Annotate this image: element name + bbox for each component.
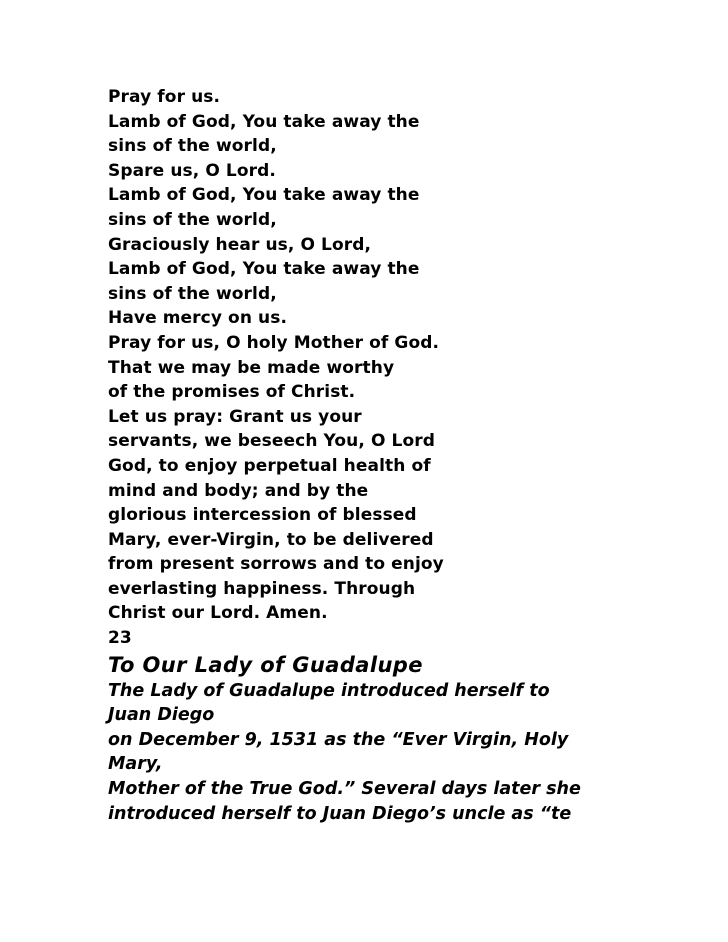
litany-line: Lamb of God, You take away the xyxy=(108,185,420,206)
litany-line: of the promises of Christ. xyxy=(108,382,356,403)
prayer-line: from present sorrows and to enjoy xyxy=(108,554,444,575)
intro-line: Mother of the True God.” Several days later she xyxy=(108,779,581,800)
litany-line: Pray for us, O holy Mother of God. xyxy=(108,332,440,353)
prayer-line: everlasting happiness. Through xyxy=(108,578,416,599)
prayer-line: Christ our Lord. Amen. xyxy=(108,603,328,624)
litany-line: Pray for us. xyxy=(108,87,221,107)
litany-line: sins of the world, xyxy=(108,136,277,157)
litany-line: sins of the world, xyxy=(108,283,277,304)
prayer-line: God, to enjoy perpetual health of xyxy=(108,455,431,476)
litany-line: That we may be made worthy xyxy=(108,357,395,378)
page-number: 23 xyxy=(108,628,132,649)
litany-line: Have mercy on us. xyxy=(108,308,288,329)
intro-line: Juan Diego xyxy=(108,705,215,726)
section-heading: To Our Lady of Guadalupe xyxy=(108,652,423,677)
litany-line: sins of the world, xyxy=(108,209,277,230)
intro-line: Mary, xyxy=(108,754,163,775)
prayer-line: glorious intercession of blessed xyxy=(108,505,417,526)
litany-block xyxy=(108,85,708,626)
prayer-line: mind and body; and by the xyxy=(108,480,369,501)
page-content xyxy=(108,85,708,826)
litany-line: Lamb of God, You take away the xyxy=(108,111,420,132)
prayer-line: servants, we beseech You, O Lord xyxy=(108,431,435,452)
litany-line: Lamb of God, You take away the xyxy=(108,259,420,280)
intro-line: The Lady of Guadalupe introduced herself to xyxy=(108,680,550,701)
guadalupe-section xyxy=(108,651,708,827)
prayer-line: Let us pray: Grant us your xyxy=(108,406,362,427)
litany-line: Graciously hear us, O Lord, xyxy=(108,234,372,255)
intro-line: introduced herself to Juan Diego’s uncle as “te xyxy=(108,803,572,824)
litany-line: Spare us, O Lord. xyxy=(108,160,276,181)
prayer-line: Mary, ever-Virgin, to be delivered xyxy=(108,529,434,550)
intro-line: on December 9, 1531 as the “Ever Virgin, Holy xyxy=(108,729,569,750)
